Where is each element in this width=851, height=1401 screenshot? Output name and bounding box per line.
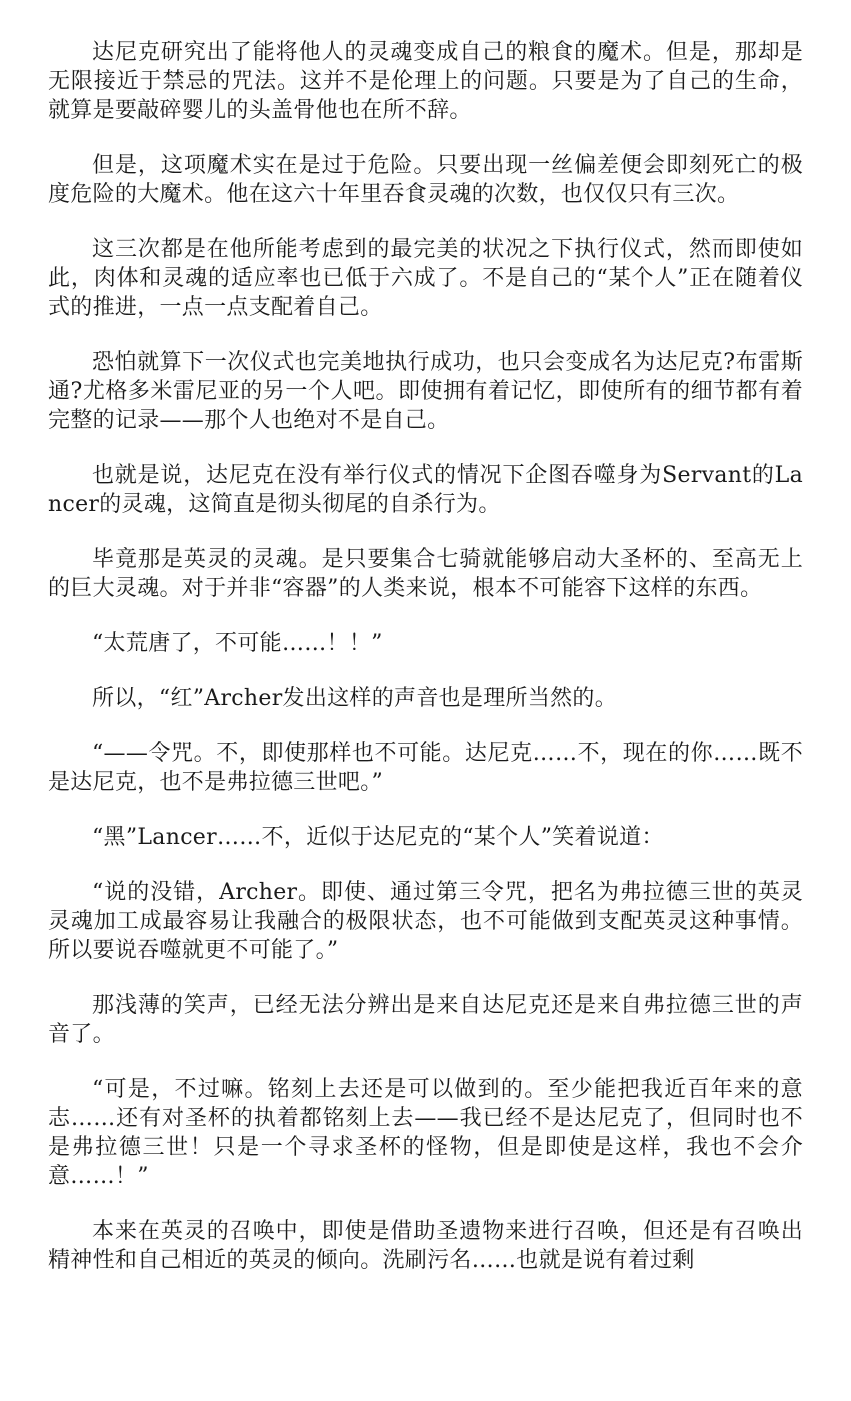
paragraph-1: 达尼克研究出了能将他人的灵魂变成自己的粮食的魔术。但是，那却是无限接近于禁忌的咒法。这并不是伦理上的问题。只要是为了自己的生命，就算是要敲碎婴儿的头盖骨他也在所不辞。	[48, 40, 803, 123]
paragraph-11: “说的没错，Archer。即使、通过第三令咒，把名为弗拉德三世的英灵灵魂加工成最容易让我融合的极限状态，也不可能做到支配英灵这种事情。所以要说吞噬就更不可能了。”	[48, 880, 803, 963]
paragraph-9: “——令咒。不，即使那样也不可能。达尼克……不，现在的你……既不是达尼克，也不是弗拉德三世吧。”	[48, 741, 803, 795]
paragraph-7: “太荒唐了，不可能……！！”	[92, 631, 383, 656]
document-page	[48, 38, 803, 1301]
paragraph-8: 所以，“红”Archer发出这样的声音也是理所当然的。	[92, 686, 618, 711]
paragraph-13: “可是，不过嘛。铭刻上去还是可以做到的。至少能把我近百年来的意志……还有对圣杯的执着都铭刻上去——我已经不是达尼克了，但同时也不是弗拉德三世！只是一个寻求圣杯的怪物，但是即使是这样，我也不会介意……！”	[48, 1077, 803, 1189]
paragraph-14: 本来在英灵的召唤中，即使是借助圣遗物来进行召唤，但还是有召唤出精神性和自己相近的英灵的倾向。洗刷污名……也就是说有着过剩	[48, 1219, 803, 1273]
paragraph-6: 毕竟那是英灵的灵魂。是只要集合七骑就能够启动大圣杯的、至高无上的巨大灵魂。对于并非“容器”的人类来说，根本不可能容下这样的东西。	[48, 547, 803, 601]
paragraph-5: 也就是说，达尼克在没有举行仪式的情况下企图吞噬身为Servant的Lancer的灵魂，这简直是彻头彻尾的自杀行为。	[48, 463, 803, 517]
paragraph-3: 这三次都是在他所能考虑到的最完美的状况之下执行仪式，然而即使如此，肉体和灵魂的适应率也已低于六成了。不是自己的“某个人”正在随着仪式的推进，一点一点支配着自己。	[48, 237, 803, 320]
paragraph-12: 那浅薄的笑声，已经无法分辨出是来自达尼克还是来自弗拉德三世的声音了。	[48, 993, 803, 1047]
paragraph-10: “黑”Lancer……不，近似于达尼克的“某个人”笑着说道：	[92, 825, 664, 850]
paragraph-4: 恐怕就算下一次仪式也完美地执行成功，也只会变成名为达尼克?布雷斯通?尤格多米雷尼亚的另一个人吧。即使拥有着记忆，即使所有的细节都有着完整的记录——那个人也绝对不是自己。	[48, 350, 803, 433]
paragraph-2: 但是，这项魔术实在是过于危险。只要出现一丝偏差便会即刻死亡的极度危险的大魔术。他在这六十年里吞食灵魂的次数，也仅仅只有三次。	[48, 153, 803, 207]
